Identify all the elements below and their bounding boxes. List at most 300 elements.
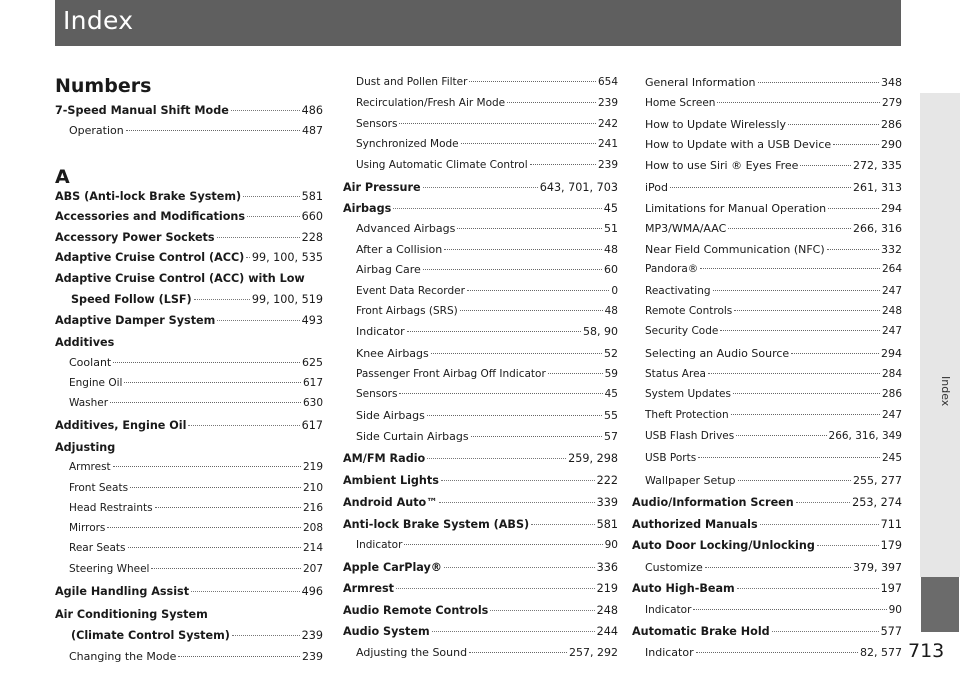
index-entry-pages[interactable]: 239 <box>301 629 323 642</box>
index-entry-term: Wallpaper Setup <box>645 474 736 487</box>
index-entry-pages[interactable]: 179 <box>880 539 902 552</box>
index-entry[interactable] <box>343 496 618 516</box>
index-entry-pages[interactable]: 52 <box>604 347 618 360</box>
index-entry-pages[interactable]: 279 <box>881 97 902 109</box>
index-entry-term: Selecting an Audio Source <box>645 347 790 360</box>
index-entry[interactable] <box>69 650 323 670</box>
index-entry[interactable] <box>55 441 323 461</box>
index-entry[interactable] <box>343 604 618 624</box>
index-entry-pages[interactable]: 581 <box>596 518 618 531</box>
index-entry[interactable] <box>632 539 902 559</box>
dot-leader <box>737 588 879 589</box>
index-entry-pages[interactable]: 207 <box>302 563 323 575</box>
index-entry[interactable] <box>71 293 323 313</box>
index-entry-pages[interactable]: 660 <box>301 210 323 223</box>
dot-leader <box>471 436 602 437</box>
index-entry-pages[interactable]: 266, 316, 349 <box>828 430 902 442</box>
dot-leader <box>432 631 595 632</box>
index-entry-term: System Updates <box>645 388 731 400</box>
section-heading-numbers: Numbers <box>55 75 152 97</box>
index-entry-pages[interactable]: 58, 90 <box>583 325 618 338</box>
index-entry[interactable] <box>55 419 323 439</box>
index-entry[interactable] <box>356 430 618 450</box>
dot-leader <box>796 502 850 503</box>
index-entry-term: Auto Door Locking/Unlocking <box>632 539 815 552</box>
index-entry-term: Front Seats <box>69 482 129 494</box>
index-entry[interactable] <box>69 124 323 144</box>
index-entry[interactable] <box>69 542 323 562</box>
dot-leader <box>128 547 301 548</box>
index-entry-pages[interactable]: 284 <box>881 368 902 380</box>
index-entry-pages[interactable]: 197 <box>880 582 902 595</box>
header-bar <box>55 0 901 46</box>
index-entry[interactable] <box>343 452 618 472</box>
index-entry[interactable] <box>645 202 902 222</box>
dot-leader <box>404 544 602 545</box>
index-entry-pages[interactable]: 55 <box>604 409 618 422</box>
dot-leader <box>708 373 880 374</box>
side-tab-label: Index <box>939 375 952 407</box>
index-entry[interactable] <box>71 629 323 649</box>
index-entry-term: Remote Controls <box>645 305 733 317</box>
dot-leader <box>399 123 595 124</box>
index-entry-pages[interactable]: 99, 100, 535 <box>251 251 323 264</box>
dot-leader <box>693 609 886 610</box>
dot-leader <box>431 353 602 354</box>
index-entry[interactable] <box>632 496 902 516</box>
index-entry-term: Android Auto™ <box>343 496 438 509</box>
index-entry-pages[interactable]: 348 <box>881 76 902 89</box>
index-entry[interactable] <box>645 138 902 158</box>
index-entry[interactable] <box>645 388 902 408</box>
index-entry[interactable] <box>645 325 902 345</box>
index-entry-pages[interactable]: 59 <box>604 368 618 380</box>
index-entry-pages[interactable]: 286 <box>881 388 902 400</box>
dot-leader <box>827 249 879 250</box>
index-entry-term: 7-Speed Manual Shift Mode <box>55 104 229 117</box>
dot-leader <box>713 290 880 291</box>
index-entry-pages[interactable]: 654 <box>597 76 618 88</box>
index-entry-term: Adaptive Cruise Control (ACC) with Low <box>55 272 305 285</box>
index-entry[interactable] <box>55 190 323 210</box>
index-entry-term: Steering Wheel <box>69 563 150 575</box>
index-entry-pages[interactable]: 214 <box>302 542 323 554</box>
index-entry[interactable] <box>645 452 902 472</box>
index-entry-term: Additives <box>55 336 115 349</box>
index-entry-pages[interactable]: 239 <box>597 159 618 171</box>
index-entry-pages[interactable]: 247 <box>881 285 902 297</box>
index-entry-pages[interactable]: 57 <box>604 430 618 443</box>
index-entry[interactable] <box>356 97 618 117</box>
dot-leader <box>194 299 250 300</box>
index-entry-pages[interactable]: 259, 298 <box>568 452 618 465</box>
index-entry[interactable] <box>645 604 902 624</box>
index-entry[interactable] <box>69 502 323 522</box>
index-entry[interactable] <box>356 243 618 263</box>
index-entry[interactable] <box>69 482 323 502</box>
index-entry-pages[interactable]: 255, 277 <box>853 474 902 487</box>
index-entry[interactable] <box>645 409 902 429</box>
index-entry-term: iPod <box>645 181 669 194</box>
index-entry[interactable] <box>645 76 902 96</box>
index-entry-term: Armrest <box>343 582 394 595</box>
index-entry[interactable] <box>356 285 618 305</box>
page-number: 713 <box>908 640 945 662</box>
index-entry-pages[interactable]: 242 <box>597 118 618 130</box>
dot-leader <box>460 310 603 311</box>
index-entry[interactable] <box>343 181 618 201</box>
dot-leader <box>700 268 880 269</box>
dot-leader <box>788 124 879 125</box>
index-entry[interactable] <box>55 314 323 334</box>
index-entry[interactable] <box>55 104 323 124</box>
index-entry-term: Accessories and Modifications <box>55 210 246 223</box>
index-entry[interactable] <box>343 582 618 602</box>
dot-leader <box>231 110 300 111</box>
index-entry-term: Synchronized Mode <box>356 138 459 150</box>
index-entry-pages[interactable]: 99, 100, 519 <box>251 293 323 306</box>
index-entry[interactable] <box>632 582 902 602</box>
index-entry[interactable] <box>645 305 902 325</box>
dot-leader <box>828 208 879 209</box>
index-entry[interactable] <box>55 210 323 230</box>
index-entry-pages[interactable]: 90 <box>604 539 618 551</box>
dot-leader <box>490 610 594 611</box>
index-entry[interactable] <box>632 518 902 538</box>
index-entry-term: Audio/Information Screen <box>632 496 794 509</box>
index-entry-pages[interactable]: 487 <box>302 124 323 137</box>
index-entry[interactable] <box>645 430 902 450</box>
index-entry[interactable] <box>356 222 618 242</box>
index-entry-pages[interactable]: 486 <box>301 104 323 117</box>
index-entry-pages[interactable]: 45 <box>604 388 618 400</box>
index-entry[interactable] <box>343 202 618 222</box>
index-entry[interactable] <box>55 251 323 271</box>
index-entry-pages[interactable]: 625 <box>302 356 323 369</box>
index-entry[interactable] <box>356 263 618 283</box>
dot-leader <box>178 656 300 657</box>
index-entry-term: ABS (Anti-lock Brake System) <box>55 190 242 203</box>
index-entry-pages[interactable]: 264 <box>881 263 902 275</box>
dot-leader <box>246 257 250 258</box>
index-entry-pages[interactable]: 581 <box>301 190 323 203</box>
index-entry-pages[interactable]: 493 <box>301 314 323 327</box>
dot-leader <box>396 588 595 589</box>
index-entry[interactable] <box>69 461 323 481</box>
dot-leader <box>728 228 851 229</box>
index-entry-term: Head Restraints <box>69 502 153 514</box>
index-entry-pages[interactable]: 339 <box>596 496 618 509</box>
index-entry-term: (Climate Control System) <box>71 629 230 642</box>
index-entry-term: Reactivating <box>645 285 711 297</box>
index-entry-term: Coolant <box>69 356 112 369</box>
index-entry[interactable] <box>356 159 618 179</box>
index-entry[interactable] <box>645 181 902 201</box>
dot-leader <box>758 82 879 83</box>
index-entry-pages[interactable]: 332 <box>881 243 902 256</box>
index-entry-term: USB Flash Drives <box>645 430 735 442</box>
dot-leader <box>772 631 879 632</box>
index-entry[interactable] <box>356 118 618 138</box>
index-entry-term: Event Data Recorder <box>356 285 465 297</box>
index-entry-term: Speed Follow (LSF) <box>71 293 192 306</box>
dot-leader <box>427 458 566 459</box>
dot-leader <box>130 487 301 488</box>
dot-leader <box>760 524 879 525</box>
index-entry-pages[interactable]: 286 <box>881 118 902 131</box>
dot-leader <box>705 567 851 568</box>
index-entry-term: Operation <box>69 124 124 137</box>
index-entry-term: Accessory Power Sockets <box>55 231 215 244</box>
dot-leader <box>124 382 301 383</box>
dot-leader <box>247 216 300 217</box>
index-entry-pages[interactable]: 630 <box>302 397 323 409</box>
index-entry[interactable] <box>356 388 618 408</box>
index-entry[interactable] <box>356 539 618 559</box>
dot-leader <box>155 507 301 508</box>
dot-leader <box>232 635 300 636</box>
index-entry[interactable] <box>69 397 323 417</box>
index-entry-term: Using Automatic Climate Control <box>356 159 528 171</box>
dot-leader <box>734 310 880 311</box>
index-entry[interactable] <box>356 368 618 388</box>
side-index-tab[interactable] <box>920 93 960 577</box>
dot-leader <box>243 196 300 197</box>
index-entry[interactable] <box>55 336 323 356</box>
index-entry-pages[interactable]: 245 <box>881 452 902 464</box>
dot-leader <box>393 208 602 209</box>
dot-leader <box>427 415 602 416</box>
index-entry-term: Rear Seats <box>69 542 126 554</box>
index-entry[interactable] <box>356 305 618 325</box>
index-entry-pages[interactable]: 239 <box>597 97 618 109</box>
index-entry-term: Knee Airbags <box>356 347 429 360</box>
index-entry-pages[interactable]: 247 <box>881 409 902 421</box>
index-entry[interactable] <box>356 325 618 345</box>
index-entry-pages[interactable]: 248 <box>596 604 618 617</box>
index-entry-pages[interactable]: 222 <box>596 474 618 487</box>
dot-leader <box>731 414 880 415</box>
index-entry-pages[interactable]: 294 <box>881 347 902 360</box>
index-entry-term: Adjusting <box>55 441 116 454</box>
dot-leader <box>457 228 602 229</box>
dot-leader <box>126 130 300 131</box>
index-entry-pages[interactable]: 643, 701, 703 <box>539 181 618 194</box>
dot-leader <box>738 480 851 481</box>
index-entry-term: Airbags <box>343 202 392 215</box>
index-entry-term: After a Collision <box>356 243 443 256</box>
index-entry-pages[interactable]: 496 <box>301 585 323 598</box>
index-entry-term: Limitations for Manual Operation <box>645 202 827 215</box>
index-entry[interactable] <box>69 356 323 376</box>
index-entry-term: Customize <box>645 561 703 574</box>
index-entry-pages[interactable]: 711 <box>880 518 902 531</box>
index-entry-pages[interactable]: 228 <box>301 231 323 244</box>
index-entry-pages[interactable]: 379, 397 <box>853 561 902 574</box>
index-entry[interactable] <box>645 118 902 138</box>
index-entry-term: How to use Siri ® Eyes Free <box>645 159 799 172</box>
dot-leader <box>188 425 299 426</box>
index-entry[interactable] <box>55 272 323 292</box>
index-entry-term: Air Conditioning System <box>55 608 208 621</box>
index-entry-term: USB Ports <box>645 452 697 464</box>
index-entry-pages[interactable]: 60 <box>604 263 618 276</box>
dot-leader <box>530 164 596 165</box>
index-entry-term: Side Curtain Airbags <box>356 430 469 443</box>
dot-leader <box>441 480 595 481</box>
dot-leader <box>467 290 609 291</box>
index-entry-pages[interactable]: 336 <box>596 561 618 574</box>
dot-leader <box>461 143 596 144</box>
index-entry[interactable] <box>645 646 902 666</box>
index-entry-pages[interactable]: 0 <box>611 285 618 297</box>
index-entry-term: Security Code <box>645 325 719 337</box>
index-entry-term: Ambient Lights <box>343 474 439 487</box>
dot-leader <box>423 187 538 188</box>
index-entry-term: Audio System <box>343 625 430 638</box>
dot-leader <box>217 237 300 238</box>
index-entry-pages[interactable]: 210 <box>302 482 323 494</box>
dot-leader <box>113 466 301 467</box>
index-entry-pages[interactable]: 216 <box>302 502 323 514</box>
index-entry-pages[interactable]: 617 <box>301 419 323 432</box>
dot-leader <box>531 524 595 525</box>
index-entry-pages[interactable]: 219 <box>596 582 618 595</box>
index-entry[interactable] <box>632 625 902 645</box>
index-entry-term: Indicator <box>356 539 403 551</box>
dot-leader <box>399 393 602 394</box>
index-entry-term: Theft Protection <box>645 409 729 421</box>
index-entry-term: Front Airbags (SRS) <box>356 305 458 317</box>
index-entry[interactable] <box>645 243 902 263</box>
index-entry-pages[interactable]: 617 <box>302 377 323 389</box>
dot-leader <box>217 320 299 321</box>
index-entry-pages[interactable]: 577 <box>880 625 902 638</box>
index-entry-pages[interactable]: 45 <box>603 202 618 215</box>
page-title: Index <box>63 6 134 35</box>
index-entry[interactable] <box>645 159 902 179</box>
dot-leader <box>720 330 880 331</box>
index-entry-pages[interactable]: 244 <box>596 625 618 638</box>
index-entry[interactable] <box>356 646 618 666</box>
index-entry[interactable] <box>645 263 902 283</box>
index-entry-pages[interactable]: 253, 274 <box>852 496 902 509</box>
index-entry-pages[interactable]: 90 <box>888 604 902 616</box>
index-entry-term: Airbag Care <box>356 263 421 276</box>
dot-leader <box>800 165 851 166</box>
index-entry[interactable] <box>69 522 323 542</box>
index-entry-pages[interactable]: 290 <box>881 138 902 151</box>
side-tab-marker <box>921 577 959 632</box>
index-entry-pages[interactable]: 48 <box>604 305 618 317</box>
index-entry-pages[interactable]: 248 <box>881 305 902 317</box>
index-entry-term: Home Screen <box>645 97 716 109</box>
dot-leader <box>507 102 596 103</box>
index-entry[interactable] <box>55 231 323 251</box>
index-entry-term: Automatic Brake Hold <box>632 625 770 638</box>
index-entry-pages[interactable]: 261, 313 <box>853 181 902 194</box>
dot-leader <box>444 567 595 568</box>
index-entry-term: Indicator <box>645 646 694 659</box>
index-entry-pages[interactable]: 241 <box>597 138 618 150</box>
index-entry-pages[interactable]: 272, 335 <box>853 159 902 172</box>
index-entry-term: Engine Oil <box>69 377 123 389</box>
index-entry-term: Changing the Mode <box>69 650 177 663</box>
index-entry[interactable] <box>69 563 323 583</box>
index-entry-term: Washer <box>69 397 109 409</box>
index-entry[interactable] <box>645 285 902 305</box>
index-entry-term: Armrest <box>69 461 111 473</box>
dot-leader <box>191 591 300 592</box>
index-entry-pages[interactable]: 208 <box>302 522 323 534</box>
dot-leader <box>423 269 602 270</box>
index-entry-pages[interactable]: 257, 292 <box>569 646 618 659</box>
index-entry-term: Indicator <box>356 325 405 338</box>
index-entry[interactable] <box>645 97 902 117</box>
index-entry[interactable] <box>55 608 323 628</box>
dot-leader <box>717 102 880 103</box>
index-entry[interactable] <box>356 138 618 158</box>
index-entry[interactable] <box>645 561 902 581</box>
index-entry-pages[interactable]: 266, 316 <box>853 222 902 235</box>
index-entry-term: Authorized Manuals <box>632 518 758 531</box>
index-entry-term: Air Pressure <box>343 181 421 194</box>
index-entry-term: Adaptive Damper System <box>55 314 216 327</box>
index-entry-term: Status Area <box>645 368 706 380</box>
index-entry-term: Near Field Communication (NFC) <box>645 243 825 256</box>
dot-leader <box>833 144 879 145</box>
index-entry-term: Sensors <box>356 388 398 400</box>
index-entry[interactable] <box>356 409 618 429</box>
index-entry-term: How to Update Wirelessly <box>645 118 786 131</box>
dot-leader <box>151 568 300 569</box>
index-entry[interactable] <box>356 347 618 367</box>
index-entry-pages[interactable]: 247 <box>881 325 902 337</box>
index-entry[interactable] <box>645 222 902 242</box>
index-entry[interactable] <box>645 368 902 388</box>
index-entry-term: Advanced Airbags <box>356 222 456 235</box>
index-entry[interactable] <box>645 347 902 367</box>
index-entry[interactable] <box>343 518 618 538</box>
index-entry[interactable] <box>55 585 323 605</box>
index-entry-term: Auto High-Beam <box>632 582 735 595</box>
index-entry-pages[interactable]: 294 <box>881 202 902 215</box>
index-entry[interactable] <box>356 76 618 96</box>
index-entry[interactable] <box>343 474 618 494</box>
index-entry-term: Audio Remote Controls <box>343 604 489 617</box>
index-entry[interactable] <box>69 377 323 397</box>
index-entry[interactable] <box>343 561 618 581</box>
index-entry[interactable] <box>343 625 618 645</box>
dot-leader <box>469 81 596 82</box>
dot-leader <box>698 457 880 458</box>
index-entry-term: How to Update with a USB Device <box>645 138 832 151</box>
dot-leader <box>110 402 301 403</box>
dot-leader <box>791 353 879 354</box>
index-entry-pages[interactable]: 219 <box>302 461 323 473</box>
dot-leader <box>817 545 879 546</box>
dot-leader <box>444 249 602 250</box>
index-entry-term: Adjusting the Sound <box>356 646 468 659</box>
index-entry-pages[interactable]: 82, 577 <box>860 646 902 659</box>
section-heading-a: A <box>55 166 70 188</box>
index-entry-pages[interactable]: 239 <box>302 650 323 663</box>
dot-leader <box>439 502 594 503</box>
index-entry[interactable] <box>645 474 902 494</box>
dot-leader <box>696 652 858 653</box>
index-entry-pages[interactable]: 48 <box>604 243 618 256</box>
index-entry-pages[interactable]: 51 <box>604 222 618 235</box>
